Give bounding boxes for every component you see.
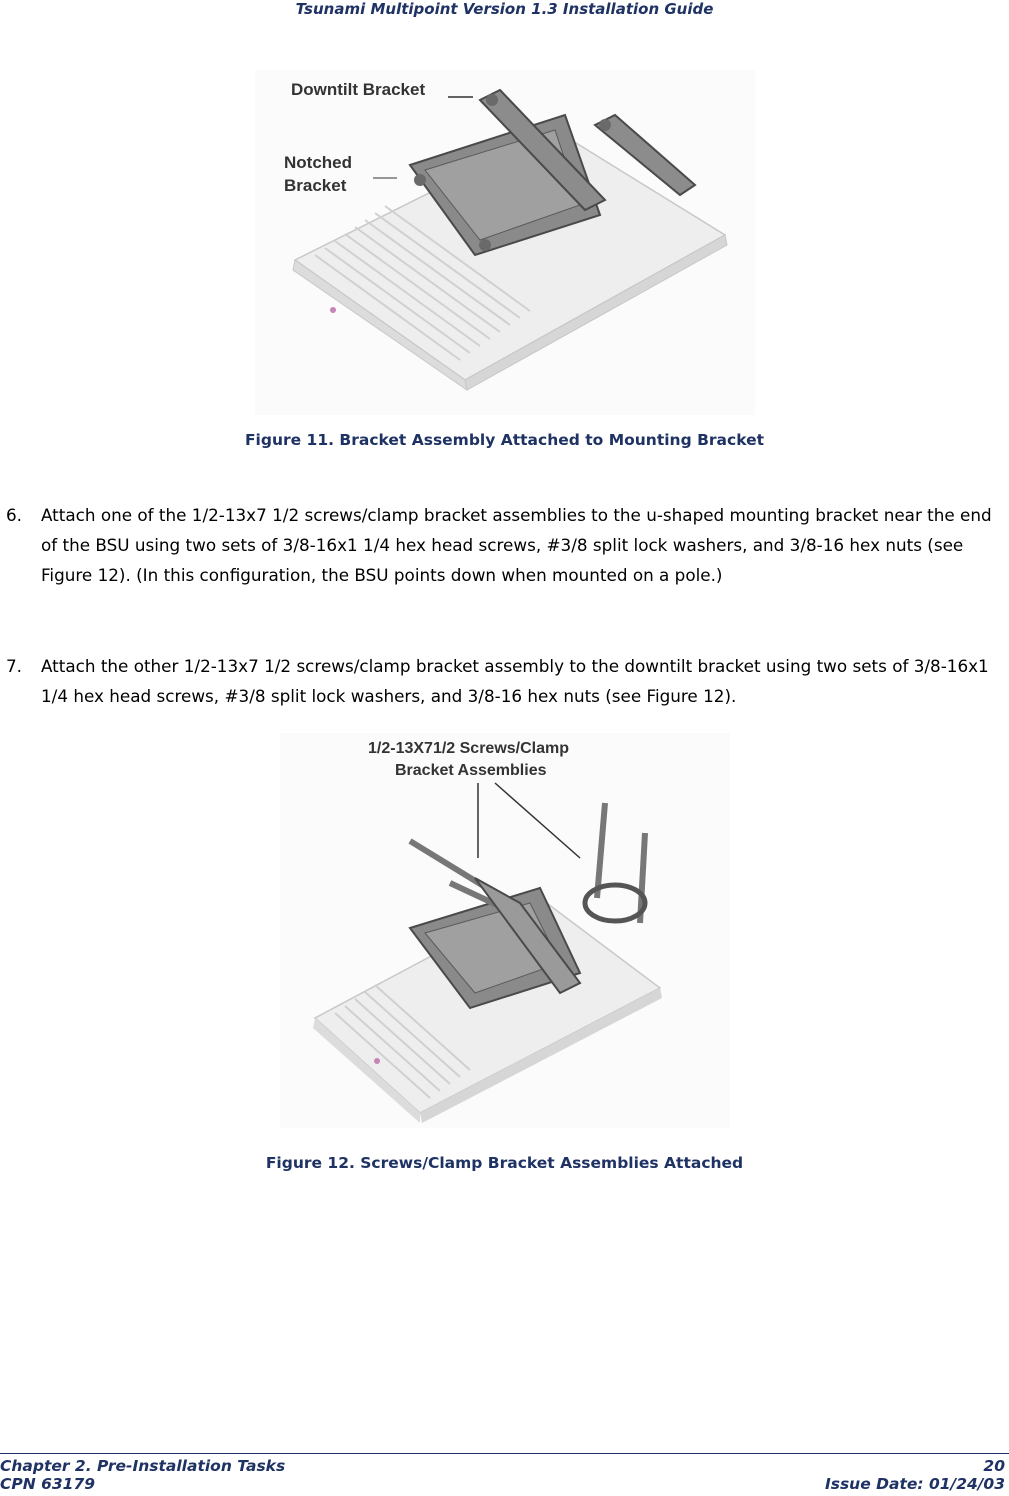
step-6-number: 6. bbox=[6, 505, 23, 525]
step-6 bbox=[6, 500, 1006, 590]
footer-page-number: 20 bbox=[983, 1457, 1005, 1475]
downtilt-bracket-label: Downtilt Bracket bbox=[291, 80, 426, 99]
running-header: Tsunami Multipoint Version 1.3 Installation Guide bbox=[295, 0, 714, 18]
figure-12-image bbox=[280, 733, 730, 1128]
step-6-text: Attach one of the 1/2-13x7 1/2 screws/clamp bracket assemblies to the u-shaped mounting bracket near the end of the BSU using two sets of 3/8-16x1 1/4 hex head screws, #3/8 split lock washers, and 3/8-16 hex nuts (see Figure 12). (In this configuration, the BSU points down when mounted on a pole.) bbox=[41, 505, 992, 585]
screws-clamp-label-1: 1/2-13X71/2 Screws/Clamp bbox=[368, 740, 570, 757]
figure-11-caption: Figure 11. Bracket Assembly Attached to Mounting Bracket bbox=[244, 431, 765, 449]
figure-11-image bbox=[255, 70, 755, 415]
notched-bracket-label-2: Bracket bbox=[284, 176, 347, 195]
screws-clamp-label-2: Bracket Assemblies bbox=[395, 762, 547, 779]
notched-bracket-label-1: Notched bbox=[284, 153, 352, 172]
footer-divider bbox=[0, 1453, 1009, 1454]
step-7-text: Attach the other 1/2-13x7 1/2 screws/clamp bracket assembly to the downtilt bracket using two sets of 3/8-16x1 1/4 hex head screws, #3/8 split lock washers, and 3/8-16 hex nuts (see Figure 12). bbox=[41, 656, 989, 706]
step-7 bbox=[6, 651, 1006, 711]
step-7-number: 7. bbox=[6, 656, 23, 676]
figure-12-caption: Figure 12. Screws/Clamp Bracket Assemblies Attached bbox=[265, 1154, 744, 1172]
footer-issue-date: Issue Date: 01/24/03 bbox=[824, 1475, 1005, 1493]
footer-cpn: CPN 63179 bbox=[0, 1475, 96, 1493]
footer-chapter: Chapter 2. Pre-Installation Tasks bbox=[0, 1457, 286, 1475]
